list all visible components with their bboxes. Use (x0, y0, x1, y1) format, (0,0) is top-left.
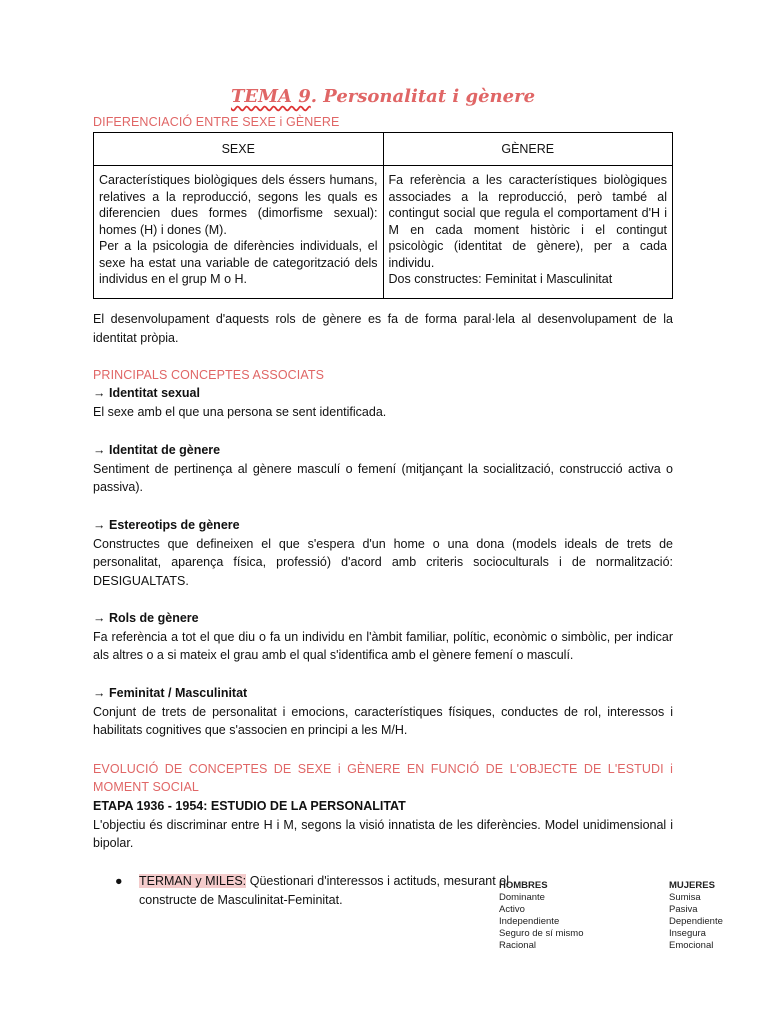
concept-text: Fa referència a tot el que diu o fa un individu en l'àmbit familiar, polític, econòmic o simbòlic, per indicar als altres o a si mateix el grau amb el qual s'identifica amb el gènere femení o masculí. (93, 629, 673, 662)
title-prefix: TEMA 9 (230, 86, 311, 107)
list-item: Emocional (669, 940, 714, 951)
sexe-paragraph-2: Per a la psicologia de diferències individuals, el sexe ha estat una variable de categorització dels individus en el grup M o H. (99, 239, 378, 286)
list-item: Dependiente (669, 916, 723, 927)
list-item: Pasiva (669, 904, 698, 915)
stage-text: L'objectiu és discriminar entre H i M, segons la visió innatista de les diferències. Model unidimensional i bipolar. (93, 817, 673, 850)
traits-mujeres (669, 880, 723, 952)
arrow-icon: → (93, 386, 106, 400)
table-header-row (94, 133, 673, 166)
section-heading-concepts: PRINCIPALS CONCEPTES ASSOCIATS (93, 368, 325, 382)
sexe-paragraph-1: Característiques biològiques dels éssers humans, relatives a la reproducció, segons les quals es diferencien dues formes (dimorfisme sexual): homes (H) i dones (M). (99, 173, 378, 237)
intro-paragraph: El desenvolupament d'aquests rols de gènere es fa de forma paral·lela al desenvolupament de la identitat pròpia. (93, 312, 673, 345)
table-cell-genere (383, 166, 673, 299)
concept-title: Rols de gènere (108, 611, 199, 625)
traits-header-hombres: HOMBRES (499, 880, 548, 891)
bullet-item-terman (113, 872, 509, 909)
traits-header-mujeres: MUJERES (669, 880, 715, 891)
concept-title: Identitat sexual (108, 386, 200, 400)
table-header-genere: GÈNERE (383, 133, 673, 166)
concept-identitat-sexual (93, 384, 673, 421)
concept-text: Constructes que defineixen el que s'espera d'un home o una dona (models ideals de trets de personalitat, aparença física, professió) d'acord amb criteris socioculturals i de normalització: DESIGUALTATS. (93, 536, 673, 588)
arrow-icon: → (93, 443, 106, 457)
concept-title: Identitat de gènere (108, 443, 221, 457)
section-heading-evolucio: EVOLUCIÓ DE CONCEPTES DE SEXE i GÈNERE EN FUNCIÓ DE L'OBJECTE DE L'ESTUDI i MOMENT SOCIAL (93, 762, 673, 794)
concept-rols (93, 609, 673, 665)
bullet-text: Qüestionari d'interessos i actituds, mesurant el constructe de Masculinitat-Feminitat. (139, 874, 510, 907)
list-item: Sumisa (669, 892, 701, 903)
concept-feminitat (93, 684, 673, 740)
section-heading-sexe-genere: DIFERENCIACIÓ ENTRE SEXE i GÈNERE (93, 115, 340, 129)
concept-estereotips (93, 516, 673, 590)
table-row (94, 166, 673, 299)
concept-title: Feminitat / Masculinitat (108, 686, 248, 700)
genere-paragraph-2: Dos constructes: Feminitat i Masculinitat (388, 272, 613, 286)
arrow-icon: → (93, 686, 106, 700)
concept-title: Estereotips de gènere (108, 518, 240, 532)
list-item: Dominante (499, 892, 545, 903)
arrow-icon: → (93, 611, 106, 625)
table-header-sexe: SEXE (94, 133, 384, 166)
list-item: Activo (499, 904, 525, 915)
list-item: Seguro de sí mismo (499, 928, 584, 939)
list-item: Racional (499, 940, 536, 951)
table-cell-sexe (94, 166, 384, 299)
concept-text: Conjunt de trets de personalitat i emocions, característiques físiques, conductes de rol, interessos i habilitats cognitives que s'associen en principi a les M/H. (93, 704, 673, 737)
bullet-icon: ● (115, 874, 123, 888)
genere-paragraph-1: Fa referència a les característiques biològiques associades a la reproducció, però també al contingut social que regula el comportament d'H i M en cada moment històric i el contingut psicològic (identitat de gènere), per a cada individu. (388, 173, 667, 270)
stage-block (93, 797, 673, 853)
title-rest: . Personalitat i gènere (310, 86, 536, 107)
list-item: Insegura (669, 928, 706, 939)
traits-hombres (499, 880, 583, 952)
comparison-table (93, 132, 673, 299)
stage-title: ETAPA 1936 - 1954: ESTUDIO DE LA PERSONALITAT (93, 799, 406, 813)
concept-identitat-genere (93, 441, 673, 497)
highlighted-author: TERMAN y MILES: (139, 874, 247, 888)
page-title (93, 86, 673, 107)
concept-text: El sexe amb el que una persona se sent identificada. (93, 404, 387, 419)
list-item: Independiente (499, 916, 560, 927)
arrow-icon: → (93, 518, 106, 532)
concept-text: Sentiment de pertinença al gènere masculí o femení (mitjançant la socialització, construcció activa o passiva). (93, 461, 673, 494)
